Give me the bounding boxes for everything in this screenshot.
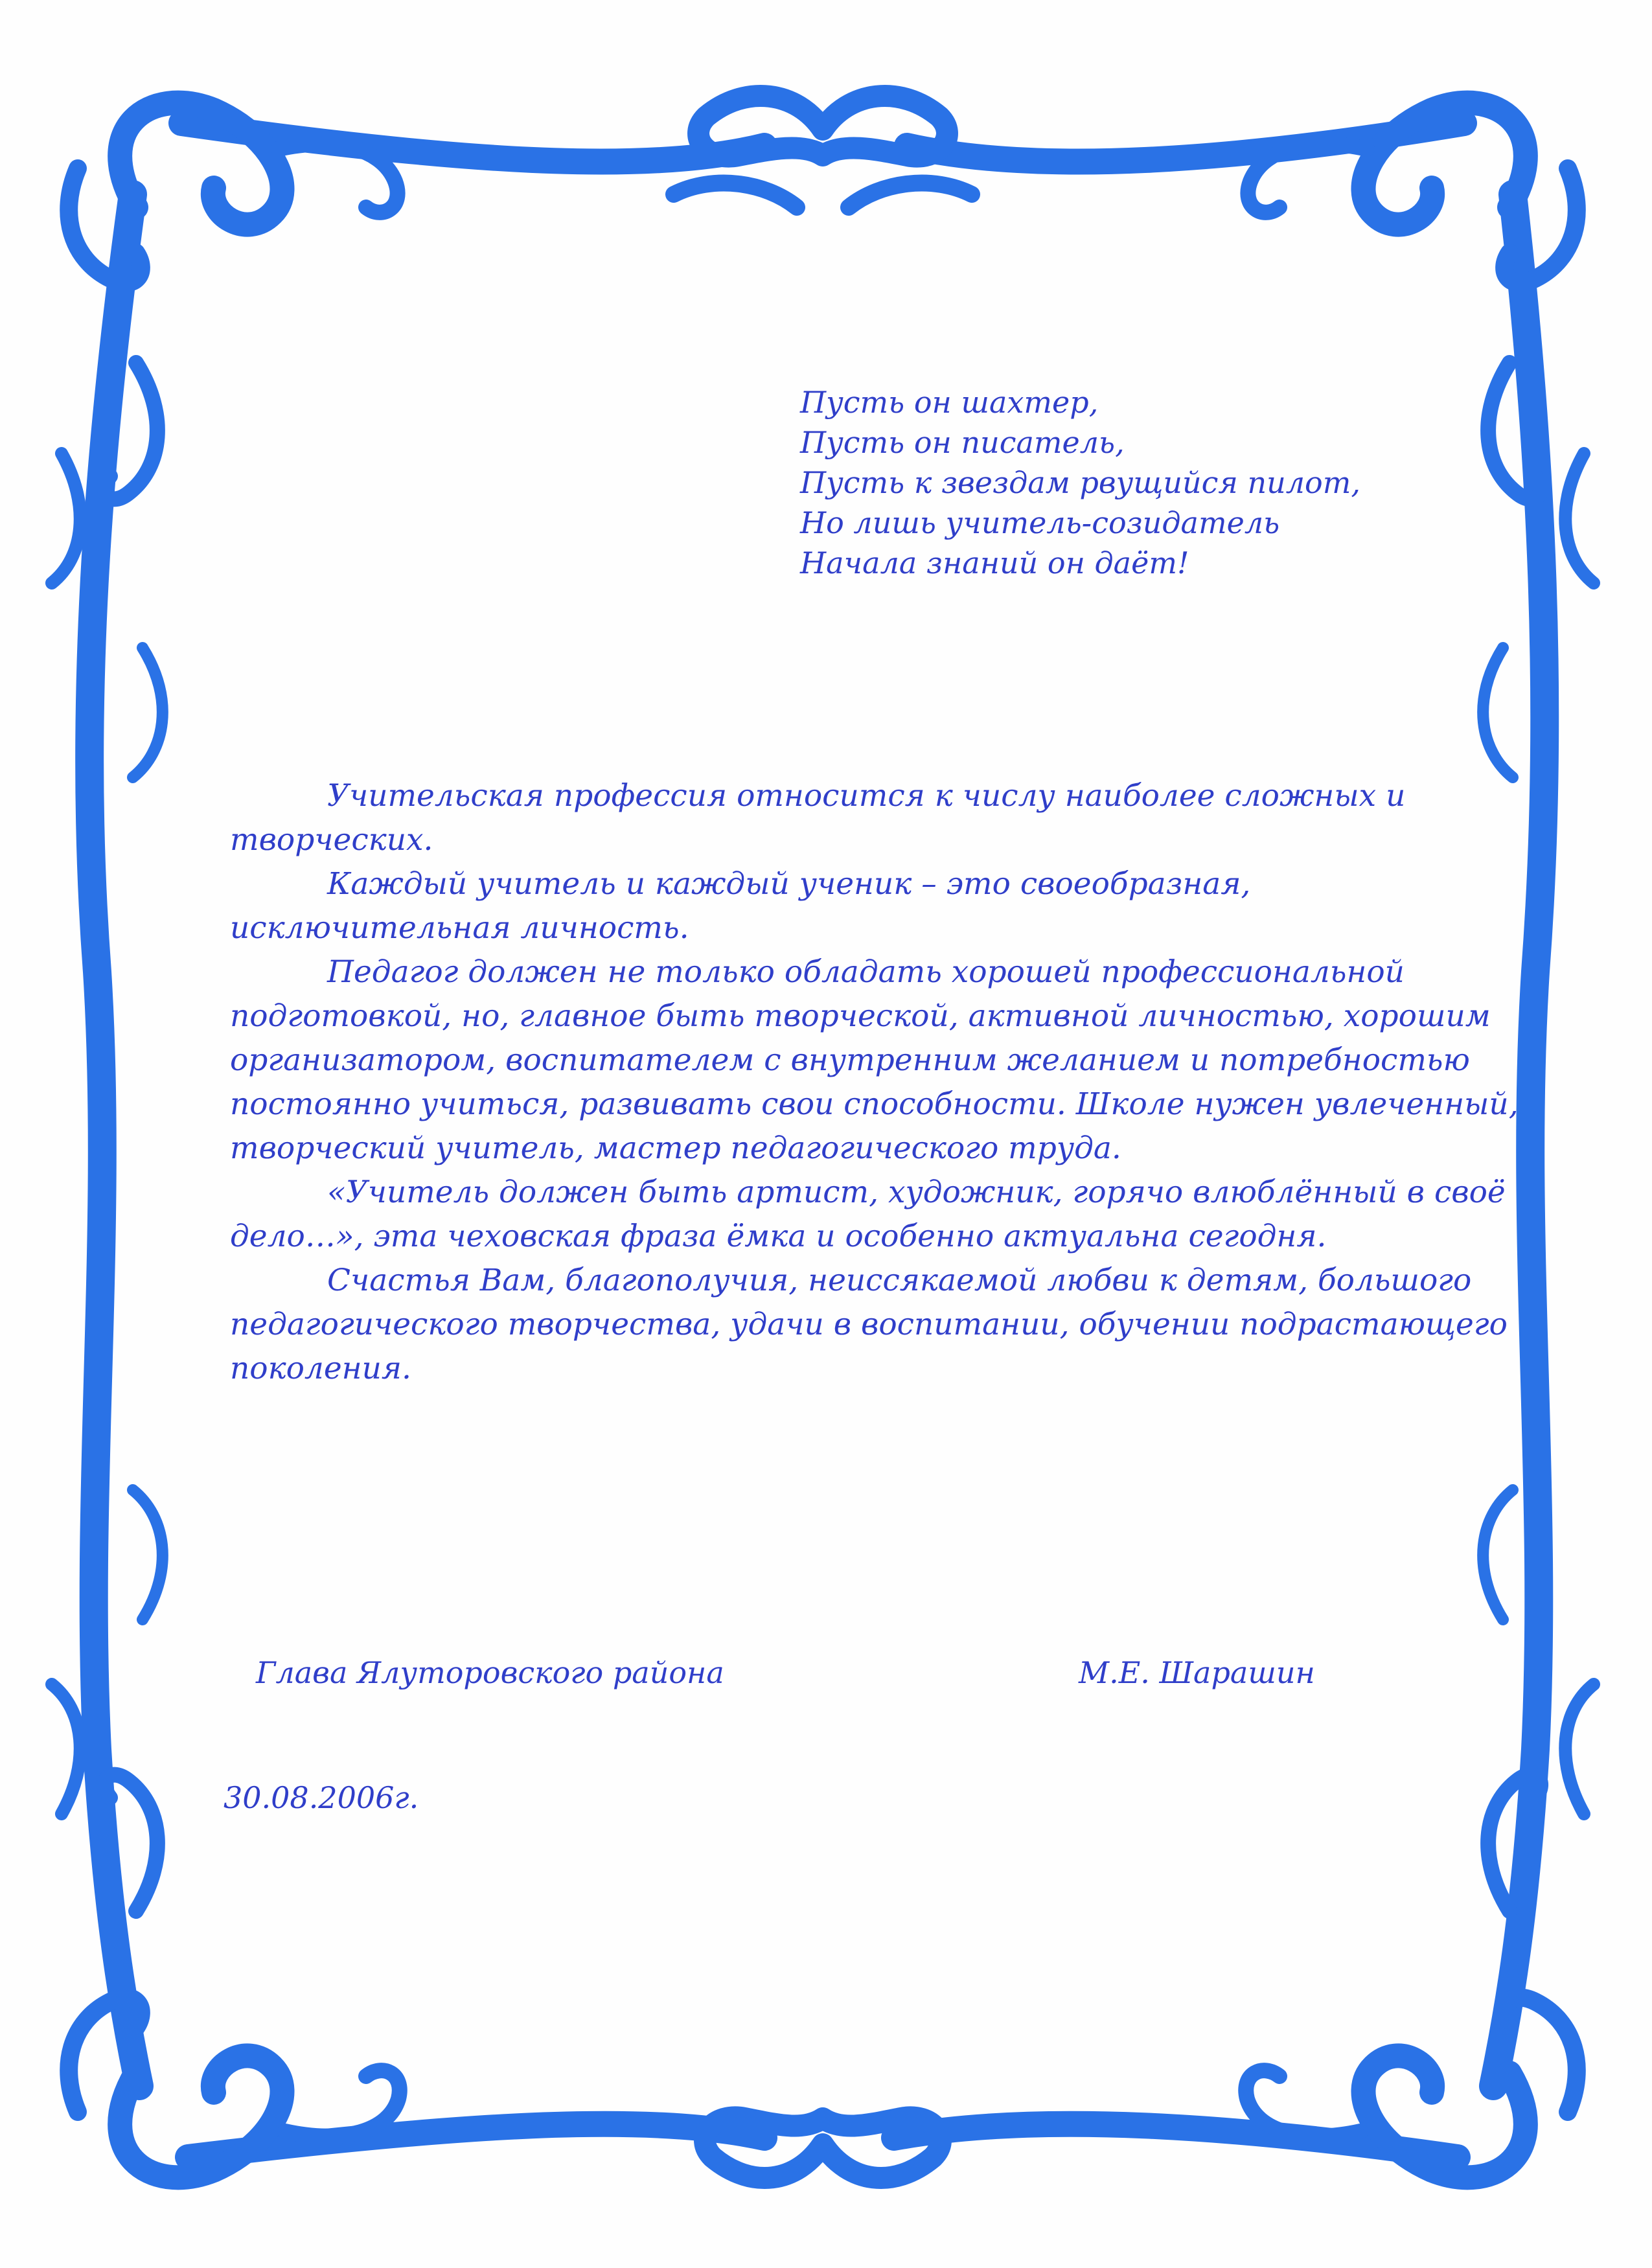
- letter-line: организатором, воспитателем с внутренним желанием и потребностью: [230, 1042, 1470, 1078]
- letter-line: подготовкой, но, главное быть творческой, активной личностью, хорошим: [230, 998, 1491, 1034]
- poem-line: Пусть к звездам рвущийся пилот,: [800, 465, 1360, 500]
- letter-line: творческих.: [230, 822, 433, 858]
- letter-line: творческий учитель, мастер педагогического труда.: [230, 1130, 1121, 1166]
- letter-line: Каждый учитель и каждый ученик – это своеобразная,: [327, 866, 1251, 902]
- signatory-name: М.Е. Шарашин: [1079, 1655, 1315, 1690]
- poem-line: Начала знаний он даёт!: [800, 545, 1189, 580]
- letter-line: поколения.: [230, 1351, 411, 1386]
- letter-line: Счастья Вам, благополучия, неиссякаемой любви к детям, большого: [327, 1263, 1472, 1298]
- letter-line: исключительная личность.: [230, 910, 689, 946]
- signatory-position: Глава Ялуторовского района: [256, 1655, 724, 1690]
- poem-line: Пусть он писатель,: [800, 425, 1125, 460]
- letter-line: постоянно учиться, развивать свои способности. Школе нужен увлеченный,: [230, 1086, 1519, 1122]
- poem-line: Пусть он шахтер,: [800, 385, 1099, 420]
- letter-body: [230, 774, 1519, 1391]
- poem-line: Но лишь учитель-созидатель: [800, 505, 1280, 540]
- letter-line: «Учитель должен быть артист, художник, горячо влюблённый в своё: [327, 1174, 1506, 1210]
- letter-line: Педагог должен не только обладать хорошей профессиональной: [327, 954, 1405, 990]
- frame-knot-top: [698, 96, 947, 157]
- letter-line: дело…», эта чеховская фраза ёмка и особенно актуальна сегодня.: [230, 1219, 1327, 1254]
- poem: [800, 382, 1360, 583]
- letter-line: Учительская профессия относится к числу наиболее сложных и: [327, 778, 1406, 814]
- letter-line: педагогического творчества, удачи в воспитании, обучении подрастающего: [230, 1307, 1508, 1342]
- letter-date: 30.08.2006г.: [224, 1780, 419, 1815]
